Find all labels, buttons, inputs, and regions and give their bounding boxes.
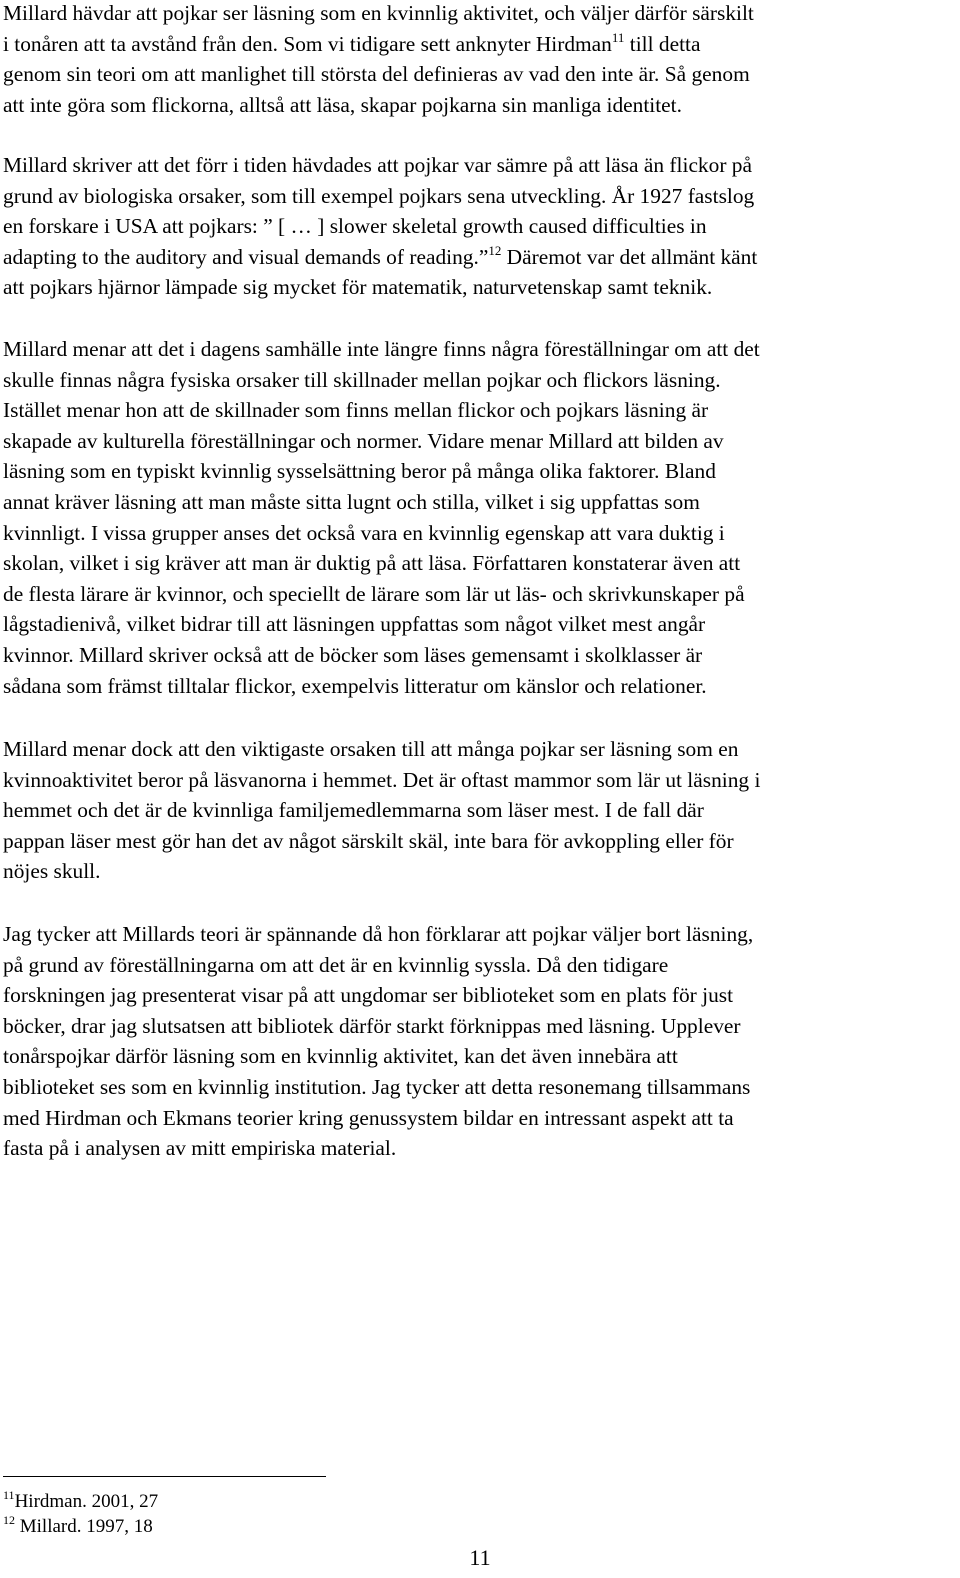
text-line: pappan läser mest gör han det av något särskilt skäl, inte bara för avkoppling eller för: [3, 828, 734, 853]
text-line: på grund av föreställningarna om att det är en kvinnlig syssla. Då den tidigare: [3, 952, 669, 977]
text-line: en forskare i USA att pojkars: ” [ … ] slower skeletal growth caused difficulties in: [3, 214, 707, 239]
page-number: 11: [469, 1545, 491, 1570]
footnote-text: Hirdman. 2001, 27: [14, 1491, 159, 1512]
text-line: fasta på i analysen av mitt empiriska material.: [3, 1136, 397, 1161]
text-line: genom sin teori om att manlighet till största del definieras av vad den inte är. Så genom: [3, 62, 750, 87]
text-line: [3, 242, 757, 273]
footnote-reference[interactable]: 11: [611, 29, 625, 45]
text-line: annat kräver läsning att man måste sitta lugnt och stilla, vilket i sig uppfattas som: [3, 489, 700, 514]
text-line: läsning som en typiskt kvinnlig sysselsättning beror på många olika faktorer. Bland: [3, 459, 716, 484]
text-line: [3, 29, 754, 60]
paragraph-3: [3, 334, 760, 701]
text-segment: adapting to the auditory and visual demands of reading.”: [3, 244, 489, 269]
footnote-item: [3, 1514, 158, 1539]
paragraph-4: [3, 734, 760, 887]
text-line: kvinnor. Millard skriver också att de böcker som läses gemensamt i skolklasser är: [3, 642, 703, 667]
text-line: med Hirdman och Ekmans teorier kring genussystem bildar en intressant aspekt att ta: [3, 1105, 734, 1130]
text-line: hemmet och det är de kvinnliga familjemedlemmarna som läser mest. I de fall där: [3, 798, 704, 823]
text-line: Millard menar att det i dagens samhälle inte längre finns några föreställningar om att det: [3, 337, 760, 361]
footnote-number: 12: [3, 1513, 15, 1527]
footnotes: [3, 1489, 158, 1539]
footnote-item: [3, 1489, 158, 1514]
footnote-text: Millard. 1997, 18: [15, 1516, 153, 1537]
text-line: skolan, vilket i sig kräver att man är duktig på att läsa. Författaren konstaterar även att: [3, 551, 741, 576]
paragraph-2: [3, 150, 757, 303]
text-line: nöjes skull.: [3, 859, 101, 884]
text-line: forskningen jag presenterat visar på att ungdomar ser biblioteket som en plats för just: [3, 983, 734, 1008]
text-line: skapade av kulturella föreställningar och normer. Vidare menar Millard att bilden av: [3, 428, 724, 453]
text-line: biblioteket ses som en kvinnlig institution. Jag tycker att detta resonemang tillsammans: [3, 1074, 751, 1099]
text-line: att inte göra som flickorna, alltså att läsa, skapar pojkarna sin manliga identitet.: [3, 92, 682, 117]
text-line: att pojkars hjärnor lämpade sig mycket för matematik, naturvetenskap samt teknik.: [3, 275, 713, 300]
text-line: grund av biologiska orsaker, som till exempel pojkars sena utveckling. År 1927 fastslog: [3, 183, 755, 208]
text-line: Millard skriver att det förr i tiden hävdades att pojkar var sämre på att läsa än flickor på: [3, 153, 752, 177]
text-line: Jag tycker att Millards teori är spännande då hon förklarar att pojkar väljer bort läsning,: [3, 922, 754, 946]
text-line: kvinnoaktivitet beror på läsvanorna i hemmet. Det är oftast mammor som lär ut läsning i: [3, 767, 761, 792]
text-segment: till detta: [624, 31, 701, 56]
text-segment: Däremot var det allmänt känt: [501, 244, 758, 269]
text-line: Istället menar hon att de skillnader som finns mellan flickor och pojkars läsning är: [3, 398, 709, 423]
text-line: Millard menar dock att den viktigaste orsaken till att många pojkar ser läsning som en: [3, 737, 739, 761]
text-line: lågstadienivå, vilket bidrar till att läsningen uppfattas som något vilket mest angår: [3, 612, 706, 637]
text-line: sådana som främst tilltalar flickor, exempelvis litteratur om känslor och relationer.: [3, 673, 707, 698]
text-line: skulle finnas några fysiska orsaker till skillnader mellan pojkar och flickors läsning.: [3, 367, 721, 392]
text-line: de flesta lärare är kvinnor, och speciellt de lärare som lär ut läs- och skrivkunskaper på: [3, 581, 745, 606]
text-segment: i tonåren att ta avstånd från den. Som vi tidigare sett anknyter Hirdman: [3, 31, 612, 56]
text-line: Millard hävdar att pojkar ser läsning som en kvinnlig aktivitet, och väljer därför särskilt: [3, 1, 754, 25]
footnote-number: 11: [3, 1488, 15, 1502]
paragraph-5: [3, 919, 753, 1164]
footnote-separator: [3, 1476, 326, 1477]
text-line: kvinnligt. I vissa grupper anses det också vara en kvinnlig egenskap att vara duktig i: [3, 520, 725, 545]
text-line: böcker, drar jag slutsatsen att bibliotek därför starkt förknippas med läsning. Upplever: [3, 1013, 741, 1038]
paragraph-1: [3, 0, 754, 120]
text-line: tonårspojkar därför läsning som en kvinnlig aktivitet, kan det även innebära att: [3, 1044, 678, 1069]
footnote-reference[interactable]: 12: [488, 242, 502, 258]
